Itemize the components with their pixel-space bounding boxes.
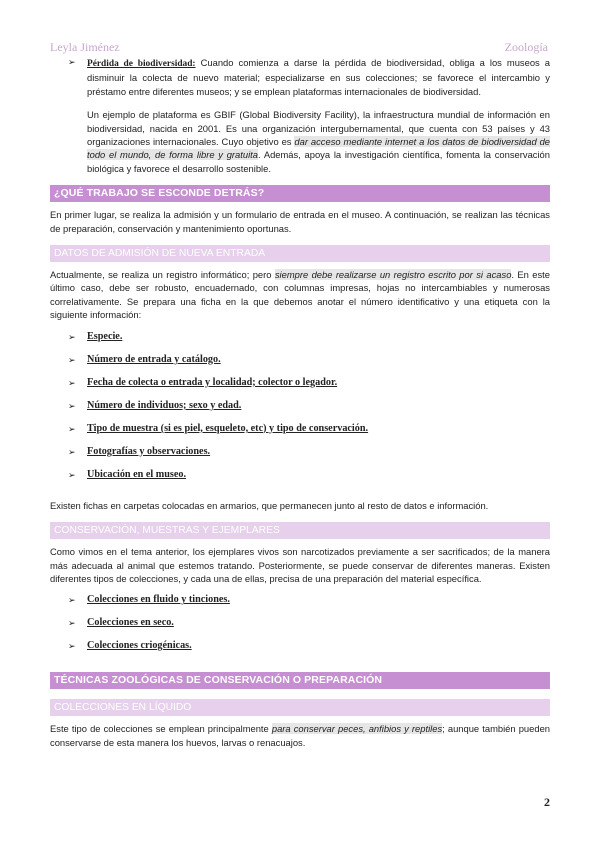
intro-definition: Cuando comienza a darse la pérdida de biodiversidad, obliga a los museos a disminuir la colecta de nuevo material; especializarse en sus colecciones; se favorece el intercambio y préstamo entre diferentes museos; y se emplean plataformas internacionales de biodiversidad. <box>87 57 550 97</box>
section1-paragraph: En primer lugar, se realiza la admisión y un formulario de entrada en el museo. A continuación, se realizan las técnicas de preparación, conservación y mantenimiento oportunas. <box>50 209 550 234</box>
section2-paragraph <box>50 268 550 322</box>
intro-bullet-text <box>87 56 550 98</box>
header-subject: Zoología <box>504 40 548 54</box>
section5-text-end: ; aunque también pueden conservarse de esta manera los huevos, larvas o renacuajos. <box>50 723 550 748</box>
header-author: Leyla Jiménez <box>50 40 120 54</box>
list-item: ➢ Fecha de colecta o entrada y localidad; colector o legador. <box>50 376 550 399</box>
section5-text: Este tipo de colecciones se emplean principalmente <box>50 723 272 735</box>
collections-list <box>50 593 550 662</box>
list-item: ➢ Tipo de muestra (si es piel, esqueleto, etc) y tipo de conservación. <box>50 422 550 445</box>
arrow-bullet-icon: ➢ <box>68 469 76 480</box>
gbif-text-end: . Además, apoya la investigación científica, fomenta la conservación biológica y favorece el desarrollo sostenible. <box>87 149 550 174</box>
arrow-bullet-icon: ➢ <box>68 354 76 365</box>
section5-highlight: para conservar peces, anfibios y reptiles <box>271 723 443 735</box>
page-content <box>50 56 550 756</box>
list-item: ➢ Colecciones criogénicas. <box>50 639 550 662</box>
intro-bullet <box>50 56 550 98</box>
list-item: ➢ Número de individuos; sexo y edad. <box>50 399 550 422</box>
section2-text-end: . En este último caso, debe ser robusto, encuadernado, con columnas impresas, hojas no intercambiables y numerosas correlativamente. Se prepara una ficha en la que debemos anotar el número identificativo y una etiqueta con la siguiente información: <box>50 269 550 321</box>
arrow-bullet-icon: ➢ <box>68 595 76 606</box>
gbif-text: Un ejemplo de plataforma es GBIF (Global Biodiversity Facility), la infraestructura mundial de información en biodiversidad, nacida en 2001. Es una organización intergubernamental, que cuenta con 53 países y 43 organizaciones internacionales. Cuyo objetivo es <box>87 109 550 148</box>
gbif-paragraph <box>50 108 550 175</box>
arrow-bullet-icon: ➢ <box>68 641 76 652</box>
arrow-bullet-icon: ➢ <box>68 377 76 388</box>
list-item: ➢ Número de entrada y catálogo. <box>50 353 550 376</box>
page-number: 2 <box>544 795 550 809</box>
arrow-bullet-icon: ➢ <box>68 423 76 434</box>
list-item: ➢ Colecciones en fluido y tinciones. <box>50 593 550 616</box>
section2-closing: Existen fichas en carpetas colocadas en armarios, que permanecen junto al resto de datos e información. <box>50 499 489 511</box>
section-heading: ¿QUÉ TRABAJO SE ESCONDE DETRÁS? <box>50 185 550 202</box>
subsection-heading: CONSERVACIÓN, MUESTRAS Y EJEMPLARES <box>50 522 550 539</box>
admission-data-list <box>50 330 550 491</box>
list-item: ➢ Ubicación en el museo. <box>50 468 550 491</box>
list-item: ➢ Colecciones en seco. <box>50 616 550 639</box>
section3-paragraph: Como vimos en el tema anterior, los ejemplares vivos son narcotizados previamente a ser sacrificados; de la manera más adecuada al animal que estemos tratando. Posteriormente, se puede conservar de diferentes maneras. Existen diferentes tipos de colecciones, y cada una de ellas, precisa de una preparación del material específica. <box>50 546 550 584</box>
arrow-bullet-icon: ➢ <box>68 331 76 342</box>
section2-text: Actualmente, se realiza un registro informático; pero <box>50 269 275 281</box>
gbif-highlight: dar acceso mediante internet a los datos de biodiversidad de todo el mundo, de forma libre y gratuita <box>87 136 550 161</box>
section2-highlight: siempre debe realizarse un registro escrito por si acaso <box>274 269 512 281</box>
section-heading: TÉCNICAS ZOOLÓGICAS DE CONSERVACIÓN O PREPARACIÓN <box>50 672 550 689</box>
list-item: ➢ Especie. <box>50 330 550 353</box>
subsection-heading: DATOS DE ADMISIÓN DE NUEVA ENTRADA <box>50 245 550 262</box>
intro-term: Pérdida de biodiversidad: <box>87 59 196 69</box>
arrow-bullet-icon: ➢ <box>68 400 76 411</box>
arrow-bullet-icon: ➢ <box>68 618 76 629</box>
arrow-bullet-icon: ➢ <box>68 446 76 457</box>
arrow-bullet-icon: ➢ <box>68 57 76 67</box>
section5-paragraph <box>50 722 550 749</box>
subsection-heading: COLECCIONES EN LÍQUIDO <box>50 699 550 716</box>
list-item: ➢ Fotografías y observaciones. <box>50 445 550 468</box>
